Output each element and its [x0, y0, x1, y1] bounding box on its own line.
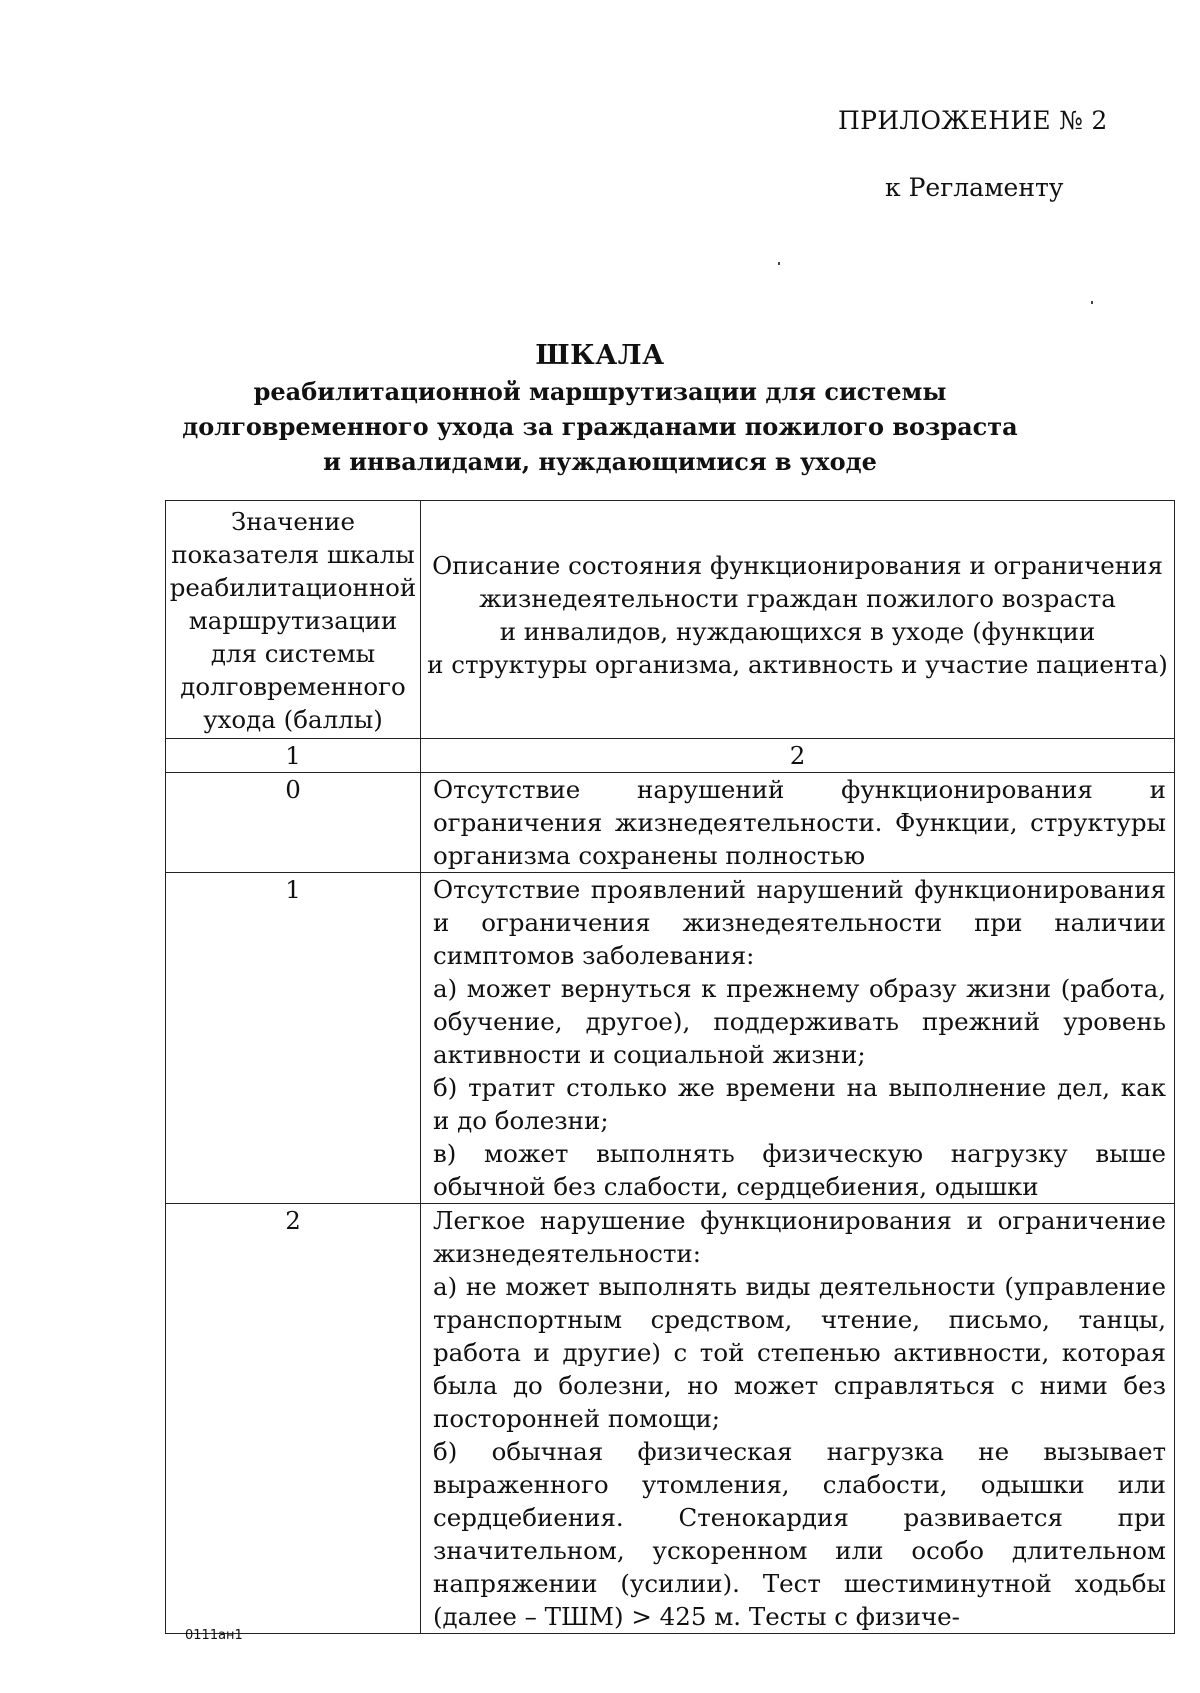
scan-speck — [778, 262, 780, 265]
header-score-line: показателя шкалы — [171, 540, 415, 569]
header-score-line: для системы — [210, 639, 376, 668]
table-header-row — [166, 501, 1175, 739]
title-sub-line: и инвалидами, нуждающимися в уходе — [323, 447, 877, 476]
title-sub-line: реабилитационной маршрутизации для системы — [253, 377, 947, 406]
document-code: 0111ан1 — [185, 1628, 243, 1643]
column-number-row — [166, 739, 1175, 773]
title-sub-line: долговременного ухода за гражданами пожилого возраста — [182, 412, 1018, 441]
description-cell — [421, 1204, 1175, 1634]
header-description-line: и инвалидов, нуждающихся в уходе (функции — [499, 617, 1096, 646]
column-number: 1 — [166, 739, 421, 773]
appendix-label: ПРИЛОЖЕНИЕ № 2 — [838, 106, 1108, 135]
column-number: 2 — [421, 739, 1175, 773]
header-description-line: жизнедеятельности граждан пожилого возраста — [479, 584, 1116, 613]
table-row — [166, 773, 1175, 873]
header-score-line: маршрутизации — [188, 606, 398, 635]
score-cell: 1 — [166, 873, 421, 1204]
description-paragraph: Отсутствие нарушений функционирования и ограничения жизнедеятельности. Функции, структуры организма сохранены полностью — [433, 775, 1166, 870]
score-cell: 0 — [166, 773, 421, 873]
description-paragraph: а) может вернуться к прежнему образу жизни (работа, обучение, другое), поддерживать прежний уровень активности и социальной жизни; — [433, 974, 1166, 1069]
header-score-line: долговременного — [180, 672, 406, 701]
description-paragraph: а) не может выполнять виды деятельности (управление транспортным средством, чтение, письмо, танцы, работа и другие) с той степенью активности, которая была до болезни, но может справляться с ними без посторонней помощи; — [433, 1272, 1166, 1433]
description-paragraph: в) может выполнять физическую нагрузку выше обычной без слабости, сердцебиения, одышки — [433, 1139, 1166, 1201]
header-score-line: ухода (баллы) — [203, 705, 383, 734]
description-paragraph: б) обычная физическая нагрузка не вызывает выраженного утомления, слабости, одышки или сердцебиения. Стенокардия развивается при значительном, ускоренном или особо длительном напряжении (усилии). Тест шестиминутной ходьбы (далее – ТШМ) > 425 м. Тесты с физиче- — [433, 1437, 1166, 1631]
score-cell: 2 — [166, 1204, 421, 1634]
header-score-line: Значение — [230, 507, 356, 536]
header-description-cell — [421, 501, 1175, 739]
document-title — [0, 338, 1200, 479]
regulation-reference: к Регламенту — [885, 173, 1064, 202]
description-cell — [421, 773, 1175, 873]
description-cell — [421, 873, 1175, 1204]
header-description-line: и структуры организма, активность и участие пациента) — [427, 650, 1168, 679]
header-description-line: Описание состояния функционирования и ограничения — [432, 551, 1163, 580]
header-score-line: реабилитационной — [169, 573, 417, 602]
header-score-cell — [166, 501, 421, 739]
description-paragraph: Легкое нарушение функционирования и ограничение жизнедеятельности: — [433, 1206, 1166, 1268]
description-paragraph: б) тратит столько же времени на выполнение дел, как и до болезни; — [433, 1073, 1166, 1135]
title-main: ШКАЛА — [535, 340, 665, 371]
table-row — [166, 873, 1175, 1204]
table-row — [166, 1204, 1175, 1634]
scale-table — [165, 500, 1175, 1634]
scan-speck — [1091, 301, 1093, 304]
description-paragraph: Отсутствие проявлений нарушений функционирования и ограничения жизнедеятельности при наличии симптомов заболевания: — [433, 875, 1166, 970]
